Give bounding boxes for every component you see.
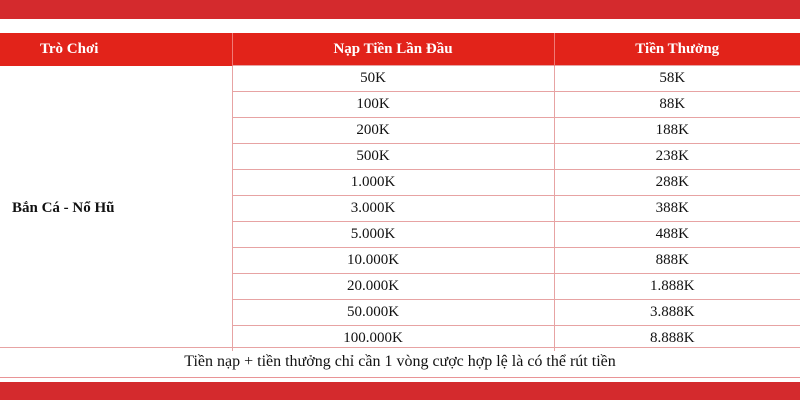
deposit-cell: 20.000K	[232, 274, 554, 300]
bottom-red-band	[0, 382, 800, 400]
bonus-cell: 388K	[554, 196, 800, 222]
table-header-row	[0, 33, 800, 66]
deposit-cell: 10.000K	[232, 248, 554, 274]
deposit-cell: 500K	[232, 144, 554, 170]
deposit-cell: 3.000K	[232, 196, 554, 222]
table-row	[0, 66, 800, 92]
bonus-cell: 188K	[554, 118, 800, 144]
deposit-cell: 50.000K	[232, 300, 554, 326]
bonus-cell: 288K	[554, 170, 800, 196]
bonus-cell: 58K	[554, 66, 800, 92]
header-deposit: Nạp Tiền Lần Đầu	[232, 33, 554, 66]
footnote: Tiền nạp + tiền thưởng chỉ cần 1 vòng cược hợp lệ là có thể rút tiền	[0, 347, 800, 376]
header-bonus: Tiền Thưởng	[554, 33, 800, 66]
bonus-table	[0, 33, 800, 351]
bonus-cell: 238K	[554, 144, 800, 170]
bonus-cell: 88K	[554, 92, 800, 118]
deposit-cell: 200K	[232, 118, 554, 144]
deposit-cell: 1.000K	[232, 170, 554, 196]
game-name-cell: Bắn Cá - Nổ Hũ	[0, 66, 232, 352]
deposit-cell: 50K	[232, 66, 554, 92]
bonus-cell: 3.888K	[554, 300, 800, 326]
deposit-cell: 5.000K	[232, 222, 554, 248]
bonus-cell: 888K	[554, 248, 800, 274]
deposit-cell: 100K	[232, 92, 554, 118]
deposit-cell: 100.000K	[232, 326, 554, 352]
top-red-band	[0, 0, 800, 19]
bonus-cell: 8.888K	[554, 326, 800, 352]
table-body	[0, 66, 800, 352]
bonus-cell: 1.888K	[554, 274, 800, 300]
bonus-cell: 488K	[554, 222, 800, 248]
header-game: Trò Chơi	[0, 33, 232, 66]
